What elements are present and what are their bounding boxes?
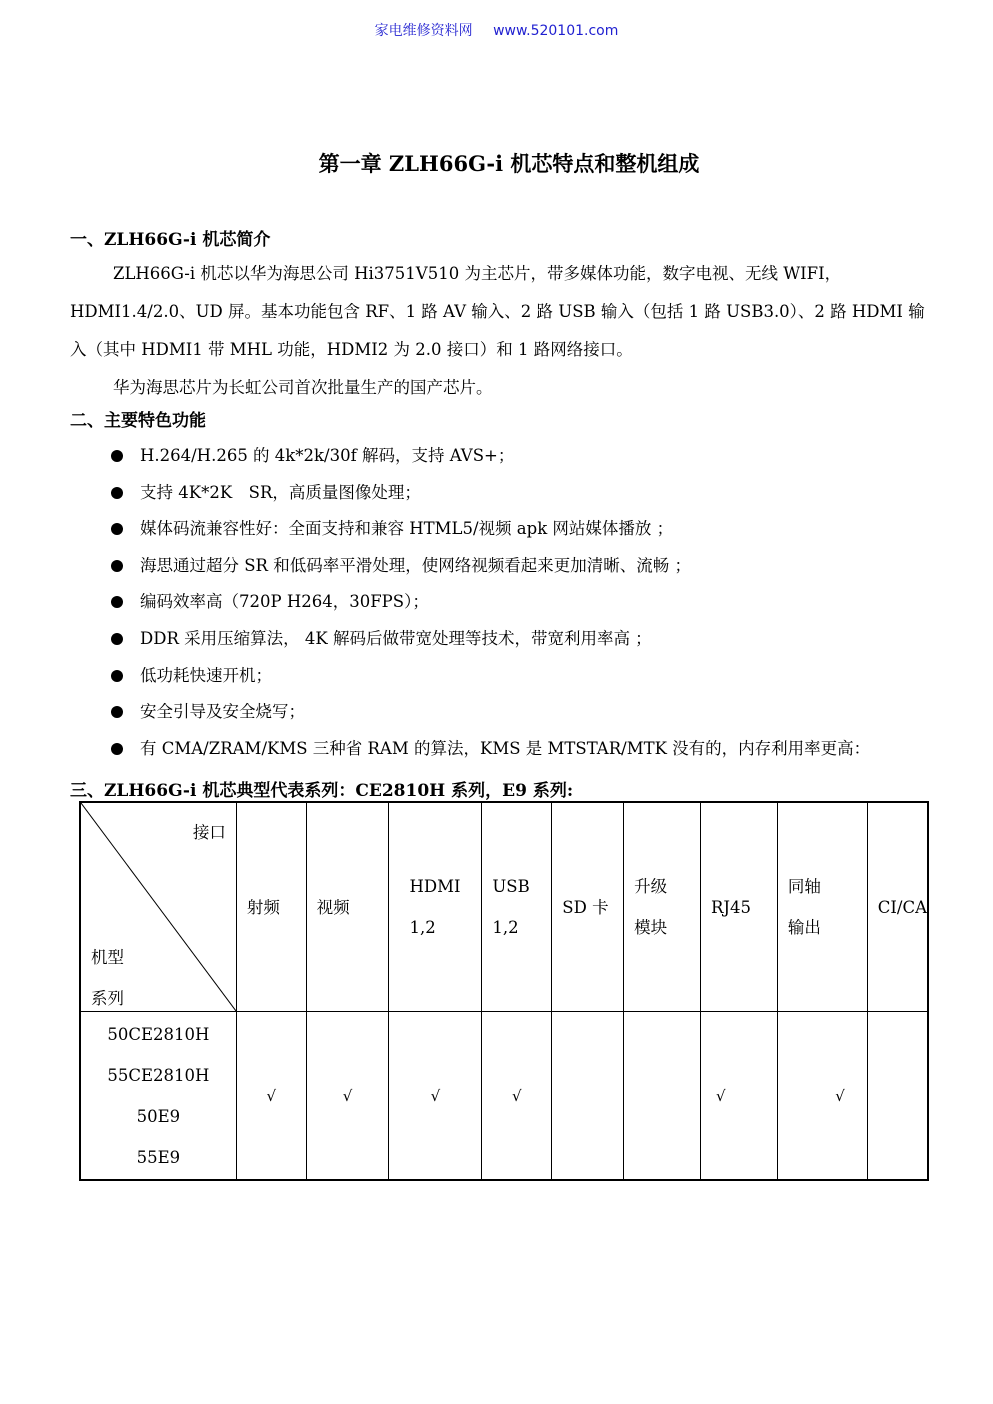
list-item: 安全引导及安全烧写； [108, 694, 870, 731]
bullet-icon [111, 596, 123, 608]
bullet-icon [111, 487, 123, 499]
page-header [0, 20, 993, 40]
col-header-rf: 射频 [236, 802, 306, 1012]
list-item: 支持 4K*2K SR，高质量图像处理； [108, 475, 870, 512]
col-header-upgrade: 升级 模块 [624, 802, 701, 1012]
list-item: H.264/H.265 的 4k*2k/30f 解码，支持 AVS+； [108, 438, 870, 475]
check-usb: √ [482, 1012, 552, 1181]
list-item: 媒体码流兼容性好：全面支持和兼容 HTML5/视频 apk 网站媒体播放 ； [108, 511, 870, 548]
section1-body [70, 255, 938, 407]
page-title: 第一章 ZLH66G-i 机芯特点和整机组成 [318, 151, 700, 176]
site-name: 家电维修资料网 [374, 23, 473, 39]
corner-series-label: 系列 [91, 989, 124, 1008]
list-item: DDR 采用压缩算法， 4K 解码后做带宽处理等技术，带宽利用率高 ； [108, 621, 870, 658]
bullet-icon [111, 560, 123, 572]
model-interface-table [79, 801, 929, 1181]
col-header-rj45: RJ45 [700, 802, 777, 1012]
corner-interface-label: 接口 [192, 823, 226, 842]
check-hdmi: √ [389, 1012, 482, 1181]
col-header-ci: CI/CA [867, 802, 928, 1012]
col-header-hdmi: HDMI 1,2 [389, 802, 482, 1012]
bullet-icon [111, 450, 123, 462]
check-upgrade [624, 1012, 701, 1181]
col-header-video: 视频 [306, 802, 389, 1012]
col-header-usb: USB 1,2 [482, 802, 552, 1012]
check-video: √ [306, 1012, 389, 1181]
check-rf: √ [236, 1012, 306, 1181]
bullet-icon [111, 706, 123, 718]
check-coax: √ [777, 1012, 867, 1181]
feature-list [108, 438, 870, 767]
model-list-cell [80, 1012, 236, 1181]
table-header-row [80, 802, 928, 1012]
model-name: 55E9 [136, 1147, 181, 1167]
list-item: 有 CMA/ZRAM/KMS 三种省 RAM 的算法，KMS 是 MTSTAR/MTK 没有的，内存利用率更高： [108, 731, 870, 768]
corner-model-label: 机型 [91, 948, 124, 967]
model-name: 50CE2810H [107, 1024, 210, 1044]
section3-heading: 三、ZLH66G-i 机芯典型代表系列：CE2810H 系列，E9 系列: [70, 781, 574, 801]
col-header-sd: SD 卡 [552, 802, 624, 1012]
list-item: 海思通过超分 SR 和低码率平滑处理，使网络视频看起来更加清晰、流畅 ； [108, 548, 870, 585]
model-name: 50E9 [136, 1106, 181, 1126]
bullet-icon [111, 633, 123, 645]
section1-heading: 一、ZLH66G-i 机芯简介 [70, 230, 271, 250]
col-header-coax: 同轴 输出 [777, 802, 867, 1012]
list-item: 低功耗快速开机； [108, 658, 870, 695]
bullet-icon [111, 670, 123, 682]
list-item: 编码效率高（720P H264，30FPS）； [108, 584, 870, 621]
chip-note-paragraph: 华为海思芯片为长虹公司首次批量生产的国产芯片。 [113, 378, 493, 397]
check-rj45: √ [700, 1012, 777, 1181]
diagonal-header-cell [80, 802, 236, 1012]
bullet-icon [111, 523, 123, 535]
bullet-icon [111, 743, 123, 755]
intro-paragraph: ZLH66G-i 机芯以华为海思公司 Hi3751V510 为主芯片，带多媒体功能，数字电视、无线 WIFI，HDMI1.4/2.0、UD 屏。基本功能包含 RF、1 路 AV 输入、2 路 USB 输入（包括 1 路 USB3.0）、2 路 HDMI 输入（其中 HDMI1 带 MHL 功能，HDMI2 为 2.0 接口）和 1 路网络接口。 [70, 264, 925, 359]
check-sd [552, 1012, 624, 1181]
model-name: 55CE2810H [107, 1065, 210, 1085]
section2-heading: 二、主要特色功能 [70, 411, 206, 431]
table-row [80, 1012, 928, 1181]
site-url[interactable]: www.520101.com [493, 23, 619, 39]
check-ci [867, 1012, 928, 1181]
